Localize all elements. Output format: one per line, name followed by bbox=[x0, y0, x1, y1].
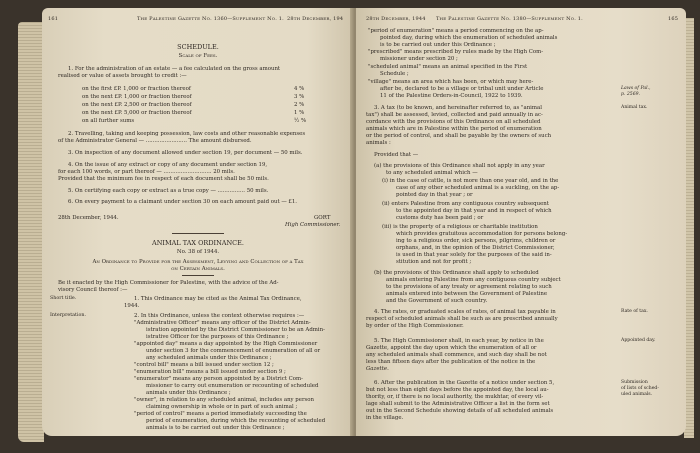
enacting-clause-line-1: Be it enacted by the High Commissioner for Palestine, with the advice of the Ad- bbox=[58, 280, 279, 286]
fee-para-6: 6. On every payment to a claimant under section 30 on each amount paid out — £1. bbox=[68, 199, 298, 205]
section-6-line: lage shall submit to the Administrative Officer a list in the form set bbox=[366, 401, 550, 407]
proviso-a-line: to any scheduled animal which — bbox=[386, 170, 478, 176]
signature-date: 28th December, 1944. bbox=[58, 215, 119, 221]
definition-line: pointed day, during which the enumeration of scheduled animals bbox=[380, 35, 558, 41]
fee-para-1-line-2: realised or value of assets brought to credit :— bbox=[58, 73, 187, 79]
ordinance-title: ANIMAL TAX ORDINANCE. bbox=[152, 239, 244, 247]
proviso-a-line: (iii) is the property of a religious or charitable institution bbox=[382, 224, 538, 230]
section-5-line: less than fifteen days after the publication of the notice in the bbox=[366, 359, 536, 365]
rate-value: 2 % bbox=[294, 102, 305, 108]
left-page-header-title: The Palestine Gazette No. 1360—Supplement No. 1. bbox=[137, 16, 284, 22]
definition-line: period of enumeration, during which the recounting of scheduled bbox=[146, 418, 326, 424]
definition-line: missioner under section 20 ; bbox=[380, 56, 458, 62]
proviso-a-line: stitution and not for profit ; bbox=[396, 259, 472, 265]
section-5-line: Gazette, appoint the day upon which the enumeration of all or bbox=[366, 345, 537, 351]
section-5-line: Gazette. bbox=[366, 366, 389, 372]
definition-line: 11 of the Palestine Orders-in-Council, 1922 to 1939. bbox=[380, 93, 523, 99]
schedule-title: SCHEDULE. bbox=[177, 43, 219, 51]
definition-line: "owner", in relation to any scheduled animal, includes any person bbox=[134, 397, 315, 403]
section-6-line: thority, or, if there is no local authority, the mukhtar, of every vil- bbox=[366, 394, 544, 400]
definition-line: missioner to carry out enumeration or recounting of scheduled bbox=[146, 383, 319, 389]
fee-para-4-line-3: Provided that the minimum fee in respect of each document shall be 50 mils. bbox=[58, 176, 269, 182]
section-6-line: but not less than eight days before the appointed day, the local au- bbox=[366, 387, 549, 393]
fee-para-5: 5. On certifying each copy or extract as a true copy — ................ 50 mils. bbox=[68, 188, 269, 194]
definition-line: 2. In this Ordinance, unless the context otherwise requires :— bbox=[134, 313, 305, 319]
section-6-line: out in the Second Schedule showing details of all scheduled animals bbox=[366, 408, 554, 414]
section-3-line: animals : bbox=[366, 140, 391, 146]
section-4-line: 4. The rates, or graduated scales of rates, of animal tax payable in bbox=[374, 309, 556, 315]
definition-line: istrative Officer for the purposes of this Ordinance ; bbox=[146, 334, 289, 340]
margin-submission: of lists of sched- bbox=[621, 386, 659, 391]
left-page-number: 161 bbox=[48, 16, 59, 22]
definition-line: animals under this Ordinance ; bbox=[146, 390, 231, 396]
rate-label: on the next £P. 2,500 or fraction thereof bbox=[82, 102, 192, 108]
definition-line: animals is to be carried out under this Ordinance ; bbox=[146, 425, 285, 431]
fee-para-2-line-1: 2. Travelling, taking and keeping possession, law costs and other reasonable expenses bbox=[68, 131, 306, 137]
definition-line: istration appointed by the District Commissioner to be an Admin- bbox=[146, 327, 325, 333]
proviso-a-line: is used in that year solely for the purposes of the said in- bbox=[396, 252, 552, 258]
signature-name: GORT bbox=[314, 215, 331, 221]
definition-line: Schedule ; bbox=[380, 71, 409, 77]
right-page-header-date: 28th December, 1944 bbox=[366, 16, 426, 22]
proviso-b-line: (b) the provisions of this Ordinance shall apply to scheduled bbox=[374, 270, 539, 276]
right-page bbox=[356, 8, 686, 436]
definition-line: is to be carried out under this Ordinance ; bbox=[380, 42, 496, 48]
proviso-b-line: and the Government of such country. bbox=[386, 298, 488, 304]
rate-label: on all further sums bbox=[82, 118, 135, 124]
proviso-a-line: ing to a religious order, sick persons, pilgrims, children or bbox=[396, 238, 556, 244]
definition-line: "appointed day" means a day appointed by the High Commissioner bbox=[134, 341, 318, 347]
right-page-number: 165 bbox=[668, 16, 679, 22]
margin-laws-page: p. 2569. bbox=[621, 92, 641, 97]
margin-animal-tax: Animal tax. bbox=[621, 105, 648, 110]
signature-title: High Commissioner. bbox=[285, 222, 341, 228]
left-page-header-date: 28th December, 194 bbox=[287, 16, 344, 22]
proviso-b-line: to the provisions of any treaty or agreement relating to such bbox=[386, 284, 552, 290]
fee-para-4-line-1: 4. On the issue of any extract or copy of any document under section 19, bbox=[68, 162, 268, 168]
fee-para-4-line-2: for each 100 words, or part thereof — ............................ 20 mils. bbox=[58, 169, 235, 175]
proviso-a-line: (a) the provisions of this Ordinance shall not apply in any year bbox=[374, 163, 545, 169]
proviso-b-line: animals entered into between the Government of Palestine bbox=[386, 291, 548, 297]
section-3-line: or the period of control, and shall be payable by the owners of such bbox=[366, 133, 552, 139]
proviso-a-line: to the appointed day in that year and in respect of which bbox=[396, 208, 552, 214]
section-3-line: tax") shall be assessed, levied, collected and paid annually in ac- bbox=[366, 112, 543, 118]
proviso-a-line: (i) in the case of cattle, is not more than one year old, and in the bbox=[382, 178, 559, 184]
section-3-line: cordance with the provisions of this Ordinance on all scheduled bbox=[366, 119, 541, 125]
definition-line: "prescribed" means prescribed by rules made by the High Com- bbox=[368, 49, 544, 55]
ordinance-description-line-2: on Certain Animals. bbox=[171, 266, 225, 272]
proviso-heading: Provided that — bbox=[374, 152, 419, 158]
definition-line: "Administrative Officer" means any officer of the District Admin- bbox=[134, 320, 311, 326]
enacting-clause-line-2: visory Council thereof :— bbox=[58, 287, 128, 293]
proviso-a-line: customs duty has been paid ; or bbox=[396, 215, 484, 221]
section-6-line: in the village. bbox=[366, 415, 404, 421]
margin-short-title: Short title. bbox=[50, 296, 77, 301]
rate-value: ½ % bbox=[294, 118, 307, 124]
left-page-edges bbox=[18, 22, 44, 442]
definition-line: "scheduled animal" means an animal specified in the First bbox=[368, 64, 528, 70]
rate-value: 1 % bbox=[294, 110, 305, 116]
section-4-line: by order of the High Commissioner. bbox=[366, 323, 464, 329]
title-rule bbox=[182, 275, 214, 276]
section-3-line: animals which are in Palestine within the period of enumeration bbox=[366, 126, 542, 132]
definition-line: claiming ownership in whole or in part of such animal ; bbox=[146, 404, 298, 410]
rate-value: 4 % bbox=[294, 86, 305, 92]
margin-laws-of-palestine: Laws of Pal., bbox=[621, 86, 651, 91]
definition-line: under section 3 for the commencement of enumeration of all or bbox=[146, 348, 321, 354]
fee-para-2-line-2: of the Administrator General — ........................ The amount disbursed. bbox=[58, 138, 252, 144]
rate-value: 3 % bbox=[294, 94, 305, 100]
margin-submission: Submission bbox=[621, 380, 648, 385]
definition-line: "period of control" means a period immediately succeeding the bbox=[134, 411, 307, 417]
section-6-line: 6. After the publication in the Gazette of a notice under section 5, bbox=[374, 380, 555, 386]
rate-label: on the next £P. 5,000 or fraction thereof bbox=[82, 110, 192, 116]
section-1-line-1: 1. This Ordinance may be cited as the Animal Tax Ordinance, bbox=[134, 296, 302, 302]
definition-line: after be, declared to be a village or tribal unit under Article bbox=[380, 86, 544, 92]
proviso-a-line: case of any other scheduled animal is a suckling, on the ap- bbox=[396, 185, 560, 191]
definition-line: "village" means an area which has been, or which may here- bbox=[368, 79, 534, 85]
margin-rate-of-tax: Rate of tax. bbox=[621, 309, 648, 314]
definition-line: "enumerator" means any person appointed by a District Com- bbox=[134, 376, 303, 382]
section-1-line-2: 1944. bbox=[124, 303, 140, 309]
left-page bbox=[42, 8, 354, 436]
ordinance-description-line-1: An Ordinance to Provide for the Assessment, Levying and Collection of a Tax bbox=[92, 259, 304, 265]
margin-interpretation: Interpretation. bbox=[50, 313, 86, 318]
fee-para-1-line-1: 1. For the administration of an estate — a fee calculated on the gross amount bbox=[68, 66, 281, 72]
section-5-line: 5. The High Commissioner shall, in each year, by notice in the bbox=[374, 338, 544, 344]
section-4-line: respect of scheduled animals shall be such as are prescribed annually bbox=[366, 316, 558, 322]
proviso-b-line: animals entering Palestine from any contiguous country subject bbox=[386, 277, 561, 283]
section-3-line: 3. A tax (to be known, and hereinafter referred to, as "animal bbox=[374, 105, 542, 111]
proviso-a-line: pointed day in that year ; or bbox=[396, 192, 473, 198]
margin-submission: uled animals. bbox=[621, 392, 653, 397]
definition-line: "period of enumeration" means a period commencing on the ap- bbox=[368, 28, 544, 34]
proviso-a-line: orphans, and, in the opinion of the District Commissioner, bbox=[396, 245, 555, 251]
right-page-header-title: The Palestine Gazette No. 1380—Supplement No. 1. bbox=[436, 16, 583, 22]
scale-of-fees-title: Scale of Fees. bbox=[178, 53, 218, 59]
proviso-a-line: which provides gratuitous accommodation for persons belong- bbox=[396, 231, 568, 237]
rate-label: on the next £P. 1,000 or fraction thereof bbox=[82, 94, 192, 100]
rate-label: on the first £P. 1,000 or fraction thereof bbox=[82, 86, 191, 92]
definition-line: "control bill" means a bill issued under section 12 ; bbox=[134, 362, 274, 368]
fee-para-3: 3. On inspection of any document allowed under section 19, per document — 50 mils. bbox=[68, 150, 303, 156]
proviso-a-line: (ii) enters Palestine from any contiguous country subsequent bbox=[382, 201, 549, 207]
definition-line: any scheduled animals under this Ordinance ; bbox=[146, 355, 272, 361]
margin-appointed-day: Appointed day. bbox=[621, 338, 656, 343]
definition-line: "enumeration bill" means a bill issued under section 9 ; bbox=[134, 369, 286, 375]
section-divider bbox=[172, 233, 224, 234]
section-5-line: any scheduled animals shall commence, and such day shall be not bbox=[366, 352, 547, 358]
ordinance-number: No. 38 of 1944. bbox=[176, 249, 220, 255]
